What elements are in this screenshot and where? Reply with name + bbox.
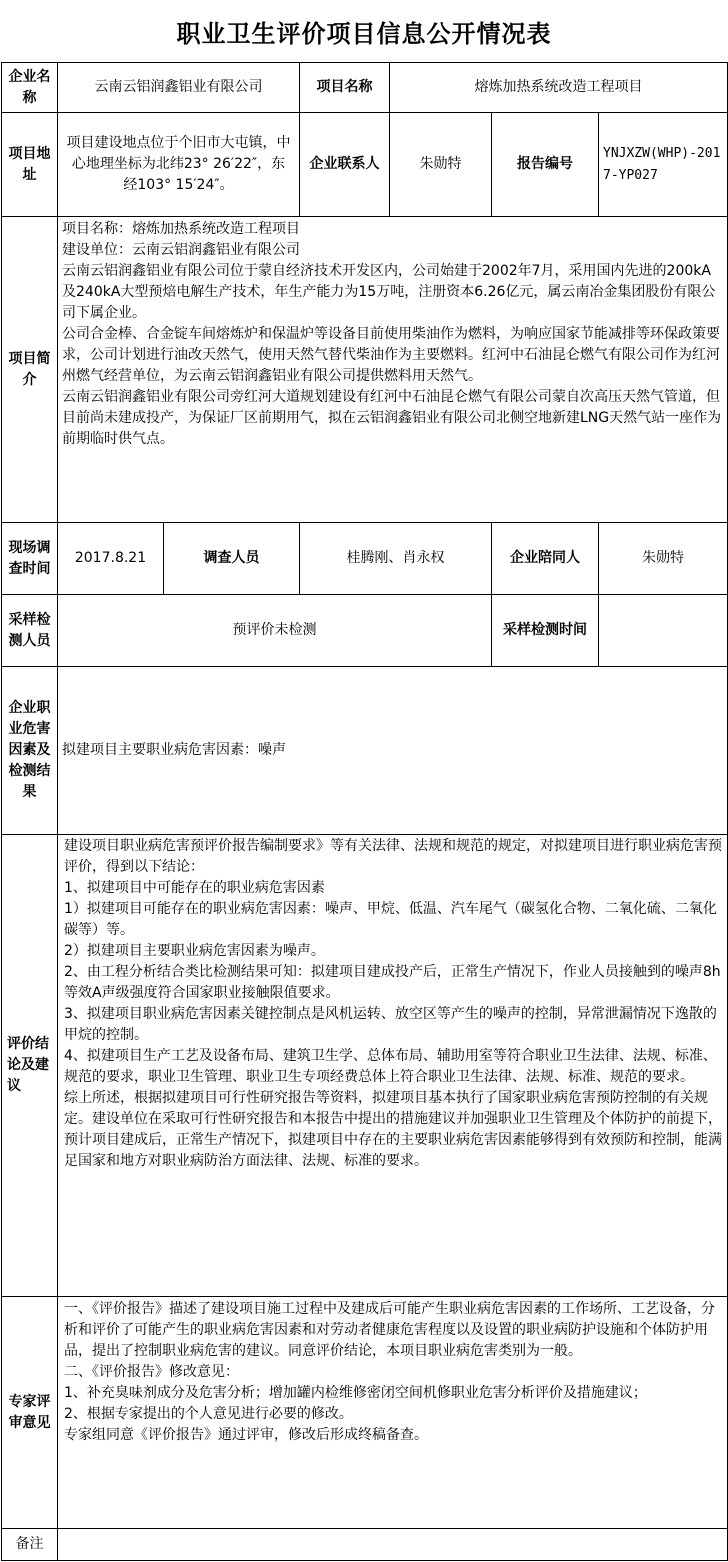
row-survey: [2, 523, 728, 595]
intro-content: [58, 217, 728, 523]
hazards-value: 拟建项目主要职业病危害因素：噪声: [58, 667, 728, 835]
label-sampling-staff: 采样检测人员: [2, 595, 58, 667]
intro-paragraph: 公司合金棒、合金锭车间熔炼炉和保温炉等设备目前使用柴油作为燃料，为响应国家节能减排等环保政策要求，公司计划进行油改天然气，使用天然气替代柴油作为主要燃料。红河中石油昆仑燃气有限公司作为红河州燃气经营单位，为云南云铝润鑫铝业有限公司提供燃料用天然气。: [62, 326, 720, 384]
row-remark: [2, 1529, 728, 1561]
label-expert: 专家评审意见: [2, 1297, 58, 1529]
conclusion-paragraph: 3、拟建项目职业病危害因素关键控制点是风机运转、放空区等产生的噪声的控制，异常泄漏情况下逸散的甲烷的控制。: [64, 1006, 717, 1043]
label-project-name: 项目名称: [300, 63, 390, 113]
project-name-value: 熔炼加热系统改造工程项目: [390, 63, 728, 113]
conclusion-content: [58, 835, 728, 1297]
contact-value: 朱勋特: [390, 113, 492, 217]
label-survey-time: 现场调查时间: [2, 523, 58, 595]
conclusion-paragraph: 2、由工程分析结合类比检测结果可知：拟建项目建成投产后，正常生产情况下，作业人员接触到的噪声8h等效A声级强度符合国家职业接触限值要求。: [64, 964, 721, 1001]
expert-paragraph: 专家组同意《评价报告》通过评审，修改后形成终稿备查。: [64, 1427, 428, 1443]
row-intro: [2, 217, 728, 523]
label-remark: 备注: [2, 1529, 58, 1561]
label-conclusion: 评价结论及建议: [2, 835, 58, 1297]
investigators-value: 桂腾刚、肖永权: [300, 523, 492, 595]
conclusion-paragraph: 4、拟建项目生产工艺及设备布局、建筑卫生学、总体布局、辅助用室等符合职业卫生法律、法规、标准、规范的要求，职业卫生管理、职业卫生专项经费总体上符合职业卫生法律、法规、标准、规范的要求。: [64, 1048, 717, 1085]
conclusion-paragraph: 1）拟建项目可能存在的职业病危害因素：噪声、甲烷、低温、汽车尾气（碳氢化合物、二氧化硫、二氧化碳等）等。: [64, 901, 717, 938]
conclusion-paragraph: 综上所述，根据拟建项目可行性研究报告等资料，拟建项目基本执行了国家职业病危害预防控制的有关规定。建设单位在采取可行性研究报告和本报告中提出的措施建议并加强职业卫生管理及个体防护的前提下，预计项目建成后，正常生产情况下，拟建项目中存在的主要职业病危害因素能够得到有效预防和控制，能满足国家和地方对职业病防治方面法律、法规、标准的要求。: [64, 1090, 722, 1169]
label-escort: 企业陪同人: [492, 523, 599, 595]
page-title: 职业卫生评价项目信息公开情况表: [176, 19, 552, 48]
company-value: 云南云铝润鑫铝业有限公司: [58, 63, 300, 113]
expert-paragraph: 2、根据专家提出的个人意见进行必要的修改。: [64, 1406, 353, 1422]
label-address: 项目地址: [2, 113, 58, 217]
row-address: [2, 113, 728, 217]
label-intro: 项目简介: [2, 217, 58, 523]
escort-value: 朱勋特: [599, 523, 728, 595]
label-investigators: 调查人员: [164, 523, 300, 595]
row-conclusion: [2, 835, 728, 1297]
label-report-no: 报告编号: [492, 113, 599, 217]
label-sampling-time: 采样检测时间: [492, 595, 599, 667]
expert-content: [58, 1297, 728, 1529]
expert-paragraph: 一、《评价报告》描述了建设项目施工过程中及建成后可能产生职业病危害因素的工作场所、工艺设备，分析和评价了可能产生的职业病危害因素和对劳动者健康危害程度以及设置的职业病防护设施和个体防护用品，提出了控制职业病危害的建议。同意评价结论，本项目职业病危害类别为一般。: [64, 1301, 715, 1359]
info-table: [1, 62, 728, 1561]
label-company: 企业名称: [2, 63, 58, 113]
intro-paragraph: 建设单位：云南云铝润鑫铝业有限公司: [62, 242, 300, 258]
sampling-staff-value: 预评价未检测: [58, 595, 492, 667]
survey-date-value: 2017.8.21: [58, 523, 164, 595]
expert-paragraph: 1、补充臭味剂成分及危害分析；增加罐内检维修密闭空间机修职业危害分析评价及措施建议；: [64, 1385, 647, 1401]
label-contact: 企业联系人: [300, 113, 390, 217]
sampling-time-value: [599, 595, 728, 667]
conclusion-paragraph: 2）拟建项目主要职业病危害因素为噪声。: [64, 943, 325, 959]
row-expert: [2, 1297, 728, 1529]
conclusion-paragraph: 建设项目职业病危害预评价报告编制要求》等有关法律、法规和规范的规定，对拟建项目进行职业病危害预评价，得到以下结论：: [64, 838, 722, 875]
expert-paragraph: 二、《评价报告》修改意见：: [64, 1364, 239, 1380]
intro-paragraph: 云南云铝润鑫铝业有限公司旁红河大道规划建设有红河中石油昆仑燃气有限公司蒙自次高压天然气管道，但目前尚未建成投产，为保证厂区前期用气，拟在云铝润鑫铝业有限公司北侧空地新建LNG天然气站一座作为前期临时供气点。: [62, 389, 722, 447]
remark-value: [58, 1529, 728, 1561]
intro-paragraph: 项目名称：熔炼加热系统改造工程项目: [62, 221, 300, 237]
intro-paragraph: 云南云铝润鑫铝业有限公司位于蒙自经济技术开发区内，公司始建于2002年7月，采用国内先进的200kA及240kA大型预焙电解生产技术，年生产能力为15万吨，注册资本6.26亿元，属云南冶金集团股份有限公司下属企业。: [62, 263, 716, 321]
label-hazards: 企业职业危害因素及检测结果: [2, 667, 58, 835]
row-company: [2, 63, 728, 113]
conclusion-paragraph: 1、拟建项目中可能存在的职业病危害因素: [64, 880, 325, 896]
report-no-value: YNJXZW(WHP)-2017-YP027: [599, 113, 728, 217]
row-sampling: [2, 595, 728, 667]
address-value: 项目建设地点位于个旧市大屯镇，中心地理坐标为北纬23° 26′22″，东经103° 15′24″。: [58, 113, 300, 217]
row-hazards: [2, 667, 728, 835]
